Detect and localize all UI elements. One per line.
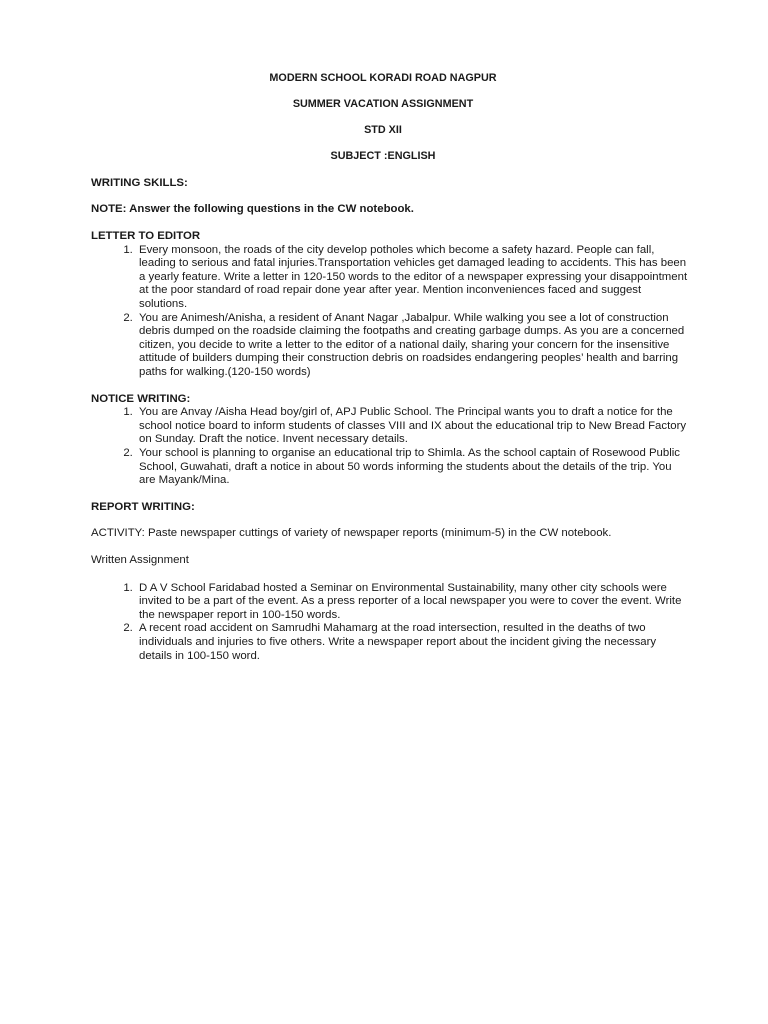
list-item: 2. You are Animesh/Anisha, a resident of Anant Nagar ,Jabalpur. While walking you see a lot of construction debris dumped on the roadside claiming the footpaths and creating garbage dumps. As you are a concerned citizen, you decide to write a letter to the editor of a national daily, sharing your concern for the insensitive attitude of builders dumping their construction debris on roadsides endangering peoples’ health and barring paths for walking.(120-150 words) (136, 312, 691, 380)
school-name: MODERN SCHOOL KORADI ROAD NAGPUR (269, 72, 497, 84)
activity-text: ACTIVITY: Paste newspaper cuttings of variety of newspaper reports (minimum-5) in the CW notebook. (91, 527, 612, 540)
list-item: 1. Every monsoon, the roads of the city develop potholes which become a safety hazard. People can fall, leading to serious and fatal injuries.Transportation vehicles get damaged leading to accidents. This has been a yearly feature. Write a letter in 120-150 words to the editor of a newspaper expressing your disappointment at the poor standard of road repair done year after year. Mention inconveniences faced and suggest solutions. (136, 244, 691, 312)
list-item: 1. You are Anvay /Aisha Head boy/girl of, APJ Public School. The Principal wants you to draft a notice for the school notice board to inform students of classes VIII and IX about the educational trip to New Bread Factory on Sunday. Draft the notice. Invent necessary details. (136, 406, 691, 447)
letter-heading: LETTER TO EDITOR (91, 230, 201, 243)
list-item: 2. A recent road accident on Samrudhi Mahamarg at the road intersection, resulted in the deaths of two individuals and injuries to five others. Write a newspaper report about the incident giving the necessary details in 100-150 word. (136, 622, 691, 663)
notice-heading: NOTICE WRITING: (91, 392, 191, 405)
assignment-title: SUMMER VACATION ASSIGNMENT (292, 98, 474, 111)
report-heading: REPORT WRITING: (91, 500, 195, 513)
notice-list (91, 406, 691, 488)
letter-list (91, 244, 691, 380)
note-text: NOTE: Answer the following questions in the CW notebook. (91, 203, 414, 216)
list-item: 1. D A V School Faridabad hosted a Seminar on Environmental Sustainability, many other city schools were invited to be a part of the event. As a press reporter of a local newspaper you were to cover the event. Write the newspaper report in 100-150 words. (136, 582, 691, 623)
report-list (91, 582, 691, 664)
document-page (91, 72, 691, 663)
written-assignment-label: Written Assignment (91, 553, 189, 566)
standard-label: STD XII (364, 124, 402, 137)
list-item: 2. Your school is planning to organise an educational trip to Shimla. As the school captain of Rosewood Public School, Guwahati, draft a notice in about 50 words informing the students about the details of the trip. You are Mayank/Mina. (136, 447, 691, 488)
subject-label: SUBJECT :ENGLISH (330, 150, 436, 163)
writing-skills-heading: WRITING SKILLS: (91, 176, 188, 189)
